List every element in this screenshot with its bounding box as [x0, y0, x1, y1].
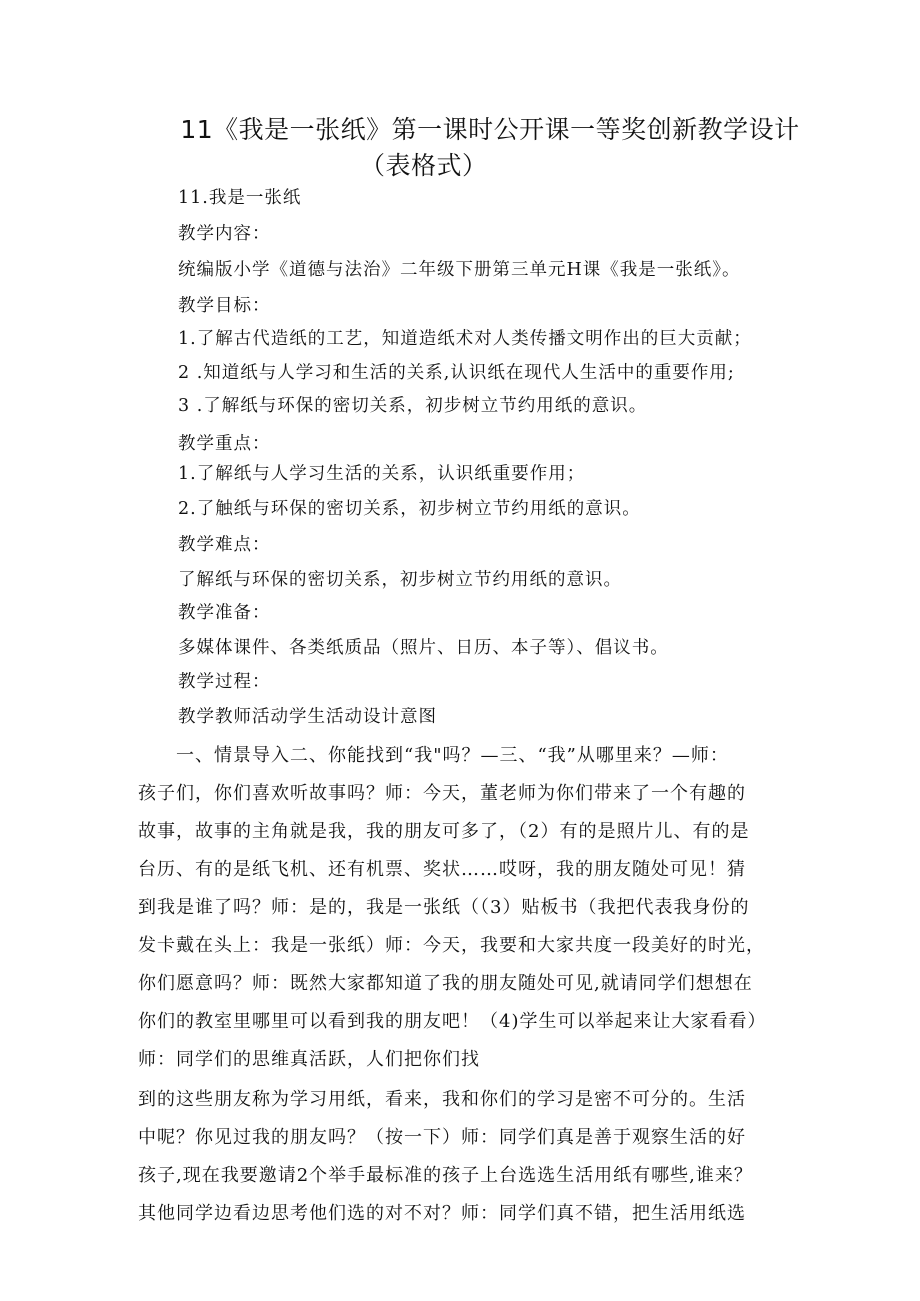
title-line-2: （表格式） — [360, 151, 488, 180]
prep-text: 多媒体课件、各类纸质品（照片、日历、本子等）、倡议书。 — [178, 638, 669, 658]
paragraph-line: 一、情景导入二、你能找到“我"吗？—三、“我”从哪里来？—师： — [176, 745, 729, 766]
paragraph-line: 台历、有的是纸飞机、还有机票、奖状……哎呀，我的朋友随处可见！猜 — [138, 859, 746, 880]
goal-2: 2 .知道纸与人学习和生活的关系,认识纸在现代人生活中的重要作用; — [178, 363, 735, 383]
paragraph-line: 你们的教室里哪里可以看到我的朋友吧！（4)学生可以举起来让大家看看） — [138, 1011, 767, 1032]
key-heading: 教学重点： — [178, 434, 271, 454]
paragraph-line: 到我是谁了吗？师：是的，我是一张纸（（3）贴板书（我把代表我身份的 — [138, 897, 750, 918]
paragraph-line: 师：同学们的思维真活跃，人们把你们找 — [138, 1049, 480, 1070]
process-heading: 教学过程： — [178, 672, 271, 692]
process-paragraph-2 — [138, 1081, 798, 1233]
document-title — [140, 112, 840, 184]
lesson-name: 11.我是一张纸 — [178, 188, 302, 208]
paragraph-line: 孩子们，你们喜欢听故事吗？师：今天，董老师为你们带来了一个有趣的 — [138, 783, 746, 804]
paragraph-line: 故事，故事的主角就是我，我的朋友可多了，（2）有的是照片儿、有的是 — [138, 821, 750, 842]
title-line-1: 11《我是一张纸》第一课时公开课一等奖创新教学设计 — [180, 115, 800, 144]
table-header-text: 教学教师活动学生活动设计意图 — [178, 707, 437, 727]
key-point-1: 1.了解纸与人学习生活的关系，认识纸重要作用； — [178, 464, 586, 484]
goals-heading: 教学目标： — [178, 296, 271, 316]
difficult-heading: 教学难点： — [178, 535, 271, 555]
process-paragraph-1 — [138, 737, 798, 1079]
prep-heading: 教学准备： — [178, 603, 271, 623]
goal-1: 1.了解古代造纸的工艺，知道造纸术对人类传播文明作出的巨大贡献； — [178, 329, 752, 349]
difficult-text: 了解纸与环保的密切关系，初步树立节约用纸的意识。 — [178, 570, 622, 590]
content-heading: 教学内容： — [178, 224, 271, 244]
key-point-2: 2.了触纸与环保的密切关系，初步树立节约用纸的意识。 — [178, 499, 641, 519]
paragraph-line: 孩子,现在我要邀请2个举手最标准的孩子上台选选生活用纸有哪些,谁来？ — [138, 1165, 753, 1186]
content-text: 统编版小学《道德与法治》二年级下册第三单元H课《我是一张纸》。 — [178, 260, 741, 280]
paragraph-line: 中呢？你见过我的朋友吗？（按一下）师：同学们真是善于观察生活的好 — [138, 1127, 746, 1148]
paragraph-line: 其他同学边看边思考他们选的对不对？师：同学们真不错，把生活用纸选 — [138, 1203, 746, 1224]
paragraph-line: 发卡戴在头上：我是一张纸）师：今天，我要和大家共度一段美好的时光， — [138, 935, 765, 956]
paragraph-line: 到的这些朋友称为学习用纸，看来，我和你们的学习是密不可分的。生活 — [138, 1089, 746, 1110]
goal-3: 3 .了解纸与环保的密切关系，初步树立节约用纸的意识。 — [178, 396, 648, 416]
paragraph-line: 你们愿意吗？师：既然大家都知道了我的朋友随处可见,就请同学们想想在 — [138, 973, 753, 994]
